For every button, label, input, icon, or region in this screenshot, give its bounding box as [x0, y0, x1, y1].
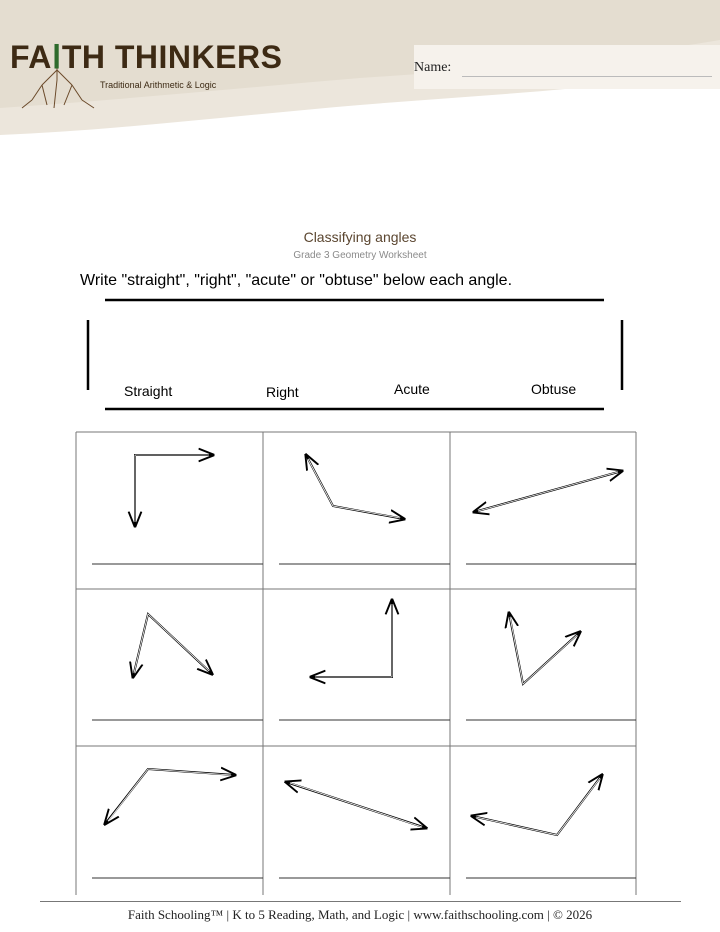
- brand-tagline: Traditional Arithmetic & Logic: [100, 80, 217, 90]
- word-bank-obtuse: Obtuse: [531, 381, 577, 397]
- footer-divider: [40, 901, 681, 902]
- worksheet-title: Classifying angles: [303, 229, 417, 245]
- instruction-text: Write "straight", "right", "acute" or "obtuse" below each angle.: [80, 272, 513, 289]
- brand-name-part1: FA: [10, 39, 52, 75]
- footer-text: Faith Schooling™ | K to 5 Reading, Math, and Logic | www.faithschooling.com | © 2026: [127, 907, 593, 922]
- worksheet-subtitle: Grade 3 Geometry Worksheet: [293, 250, 427, 261]
- brand-name-part2: TH THINKERS: [61, 39, 283, 75]
- angle-1: [135, 455, 213, 526]
- angle-2: [306, 455, 404, 519]
- word-bank-straight: Straight: [124, 383, 173, 399]
- angle-5: [311, 600, 392, 677]
- angle-6: [509, 613, 580, 684]
- name-label: Name:: [414, 60, 452, 75]
- tree-icon: Ⅰ: [51, 39, 62, 75]
- angle-4: [133, 614, 212, 677]
- angle-7: [105, 769, 235, 824]
- word-bank-acute: Acute: [394, 381, 430, 397]
- word-bank-right: Right: [266, 384, 299, 400]
- angle-9: [472, 775, 602, 835]
